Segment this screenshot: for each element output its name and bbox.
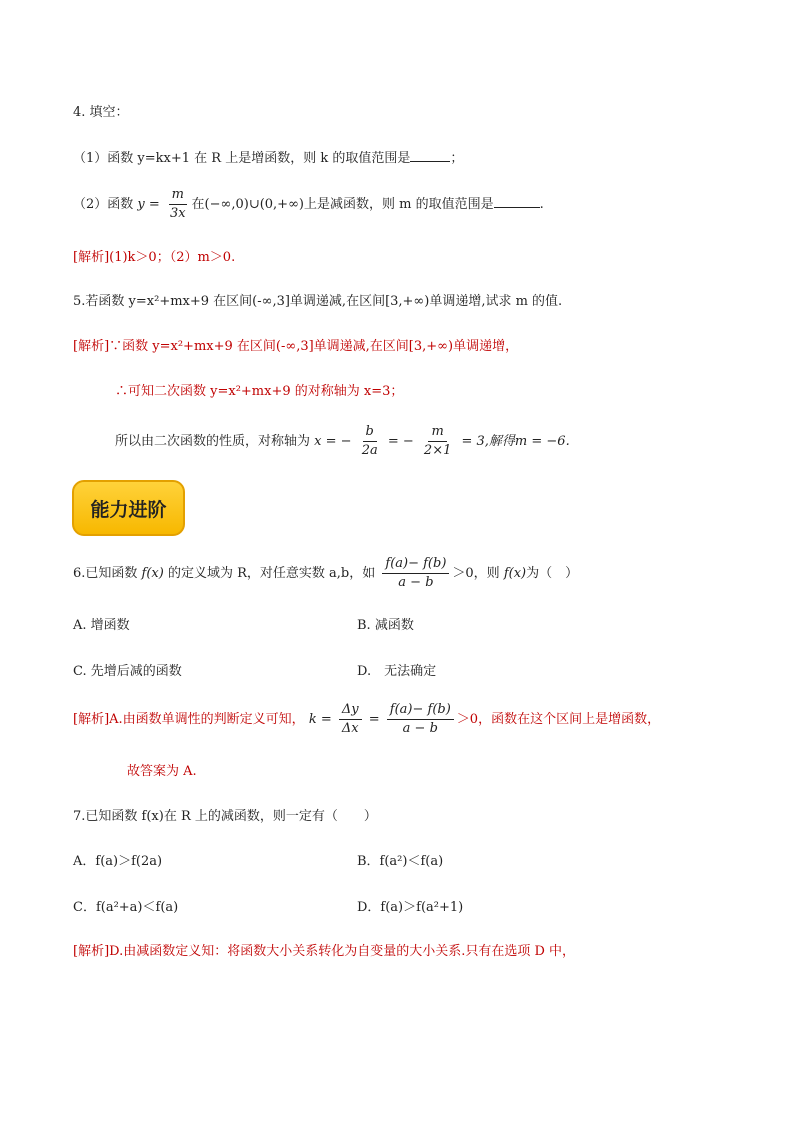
q4-part1-blank bbox=[410, 147, 450, 162]
q6-answer-fraction bbox=[387, 701, 454, 738]
q6-fx2: f(x) bbox=[503, 566, 527, 581]
q6-answer bbox=[73, 700, 660, 740]
q4-part2-frac-den: 3x bbox=[169, 206, 186, 221]
q7-option-a: A．f(a)＞f(2a) bbox=[73, 854, 163, 869]
q6-dx: Δx bbox=[341, 721, 359, 736]
q6-answer-frac-den: a − b bbox=[402, 721, 438, 736]
q6-fx: f(x) bbox=[141, 566, 164, 581]
q4-part2 bbox=[73, 186, 544, 224]
q6-dy-dx-fraction bbox=[339, 701, 362, 738]
q6-fraction bbox=[382, 555, 449, 592]
q4-part2-rest: 上是减函数，则 m 的取值范围是 bbox=[303, 197, 494, 212]
q4-part1-suffix: ； bbox=[450, 151, 464, 166]
q4-part2-domain: 在(−∞,0)∪(0,+∞) bbox=[191, 197, 304, 212]
q5-fraction-2 bbox=[421, 423, 454, 460]
q6-frac-num: f(a)− f(b) bbox=[382, 555, 449, 574]
q5-fraction-1 bbox=[359, 423, 381, 460]
q6-gt0: ＞0，则 bbox=[452, 566, 500, 581]
q6-answer-prefix: [解析]A.由函数单调性的判断定义可知， bbox=[73, 712, 305, 727]
q4-part1-text: （1）函数 y=kx+1 在 R 上是增函数，则 k 的取值范围是 bbox=[73, 151, 411, 166]
q6-answer-suffix: ＞0，函数在这个区间上是增函数， bbox=[456, 712, 661, 727]
q6-question-prefix: 6.已知函数 bbox=[73, 566, 138, 581]
q5-frac1-num: b bbox=[363, 423, 377, 442]
q5-question: 5.若函数 y=x²+mx+9 在区间(-∞,3]单调递减,在区间[3,+∞)单调递增,试求 m 的值. bbox=[73, 294, 563, 309]
q7-question: 7.已知函数 f(x)在 R 上的减函数，则一定有（ ） bbox=[73, 809, 377, 824]
q4-title: 4. 填空： bbox=[73, 105, 129, 120]
q7-option-d: D．f(a)＞f(a²+1) bbox=[357, 900, 464, 915]
q6-frac-den: a − b bbox=[398, 575, 434, 590]
q5-frac2-den: 2×1 bbox=[423, 443, 452, 458]
q4-part2-blank bbox=[494, 193, 540, 208]
q4-part2-suffix: . bbox=[539, 197, 544, 212]
q4-answer: [解析](1)k＞0；（2）m＞0. bbox=[73, 250, 236, 265]
q5-eq-x: x = − bbox=[314, 434, 352, 449]
q6-question bbox=[73, 554, 578, 594]
q6-answer-line2: 故答案为 A. bbox=[127, 764, 197, 779]
q5-frac1-den: 2a bbox=[361, 443, 378, 458]
q4-part2-prefix: （2）函数 bbox=[73, 197, 134, 212]
q6-dy: Δy bbox=[339, 701, 362, 720]
q4-part2-fraction bbox=[167, 186, 189, 223]
q6-question-mid: 的定义域为 R，对任意实数 a,b，如 bbox=[167, 566, 376, 581]
q5-frac2-num: m bbox=[428, 423, 446, 442]
q7-option-b: B．f(a²)＜f(a) bbox=[357, 854, 444, 869]
section-badge: 能力进阶 bbox=[72, 480, 185, 536]
q5-eq-mid: = − bbox=[387, 434, 414, 449]
q6-option-d: D. 无法确定 bbox=[357, 664, 437, 679]
q7-answer: [解析]D.由减函数定义知：将函数大小关系转化为自变量的大小关系.只有在选项 D 中， bbox=[73, 944, 576, 959]
q6-answer-frac-num: f(a)− f(b) bbox=[387, 701, 454, 720]
q5-answer-line3-text: 所以由二次函数的性质，对称轴为 bbox=[115, 434, 311, 449]
q6-option-b: B. 减函数 bbox=[357, 618, 414, 633]
q7-option-c: C．f(a²+a)＜f(a) bbox=[73, 900, 179, 915]
q6-option-a: A. 增函数 bbox=[73, 618, 130, 633]
q5-eq-tail: = 3,解得m = −6. bbox=[461, 434, 570, 449]
q6-eq2: = bbox=[368, 712, 380, 727]
q4-part1 bbox=[73, 147, 463, 169]
q6-question-suffix: 为（ ） bbox=[526, 566, 579, 581]
q6-option-c: C. 先增后减的函数 bbox=[73, 664, 182, 679]
q5-answer-line3 bbox=[115, 422, 570, 462]
q6-k-eq: k = bbox=[308, 712, 332, 727]
q4-part2-frac-num: m bbox=[169, 186, 187, 205]
q5-answer-line2: ∴可知二次函数 y=x²+mx+9 的对称轴为 x=3； bbox=[115, 384, 404, 399]
q4-part2-eq-lhs: y = bbox=[137, 197, 160, 212]
q5-answer-line1: [解析]∵函数 y=x²+mx+9 在区间(-∞,3]单调递减,在区间[3,+∞)单调递增， bbox=[73, 339, 519, 354]
